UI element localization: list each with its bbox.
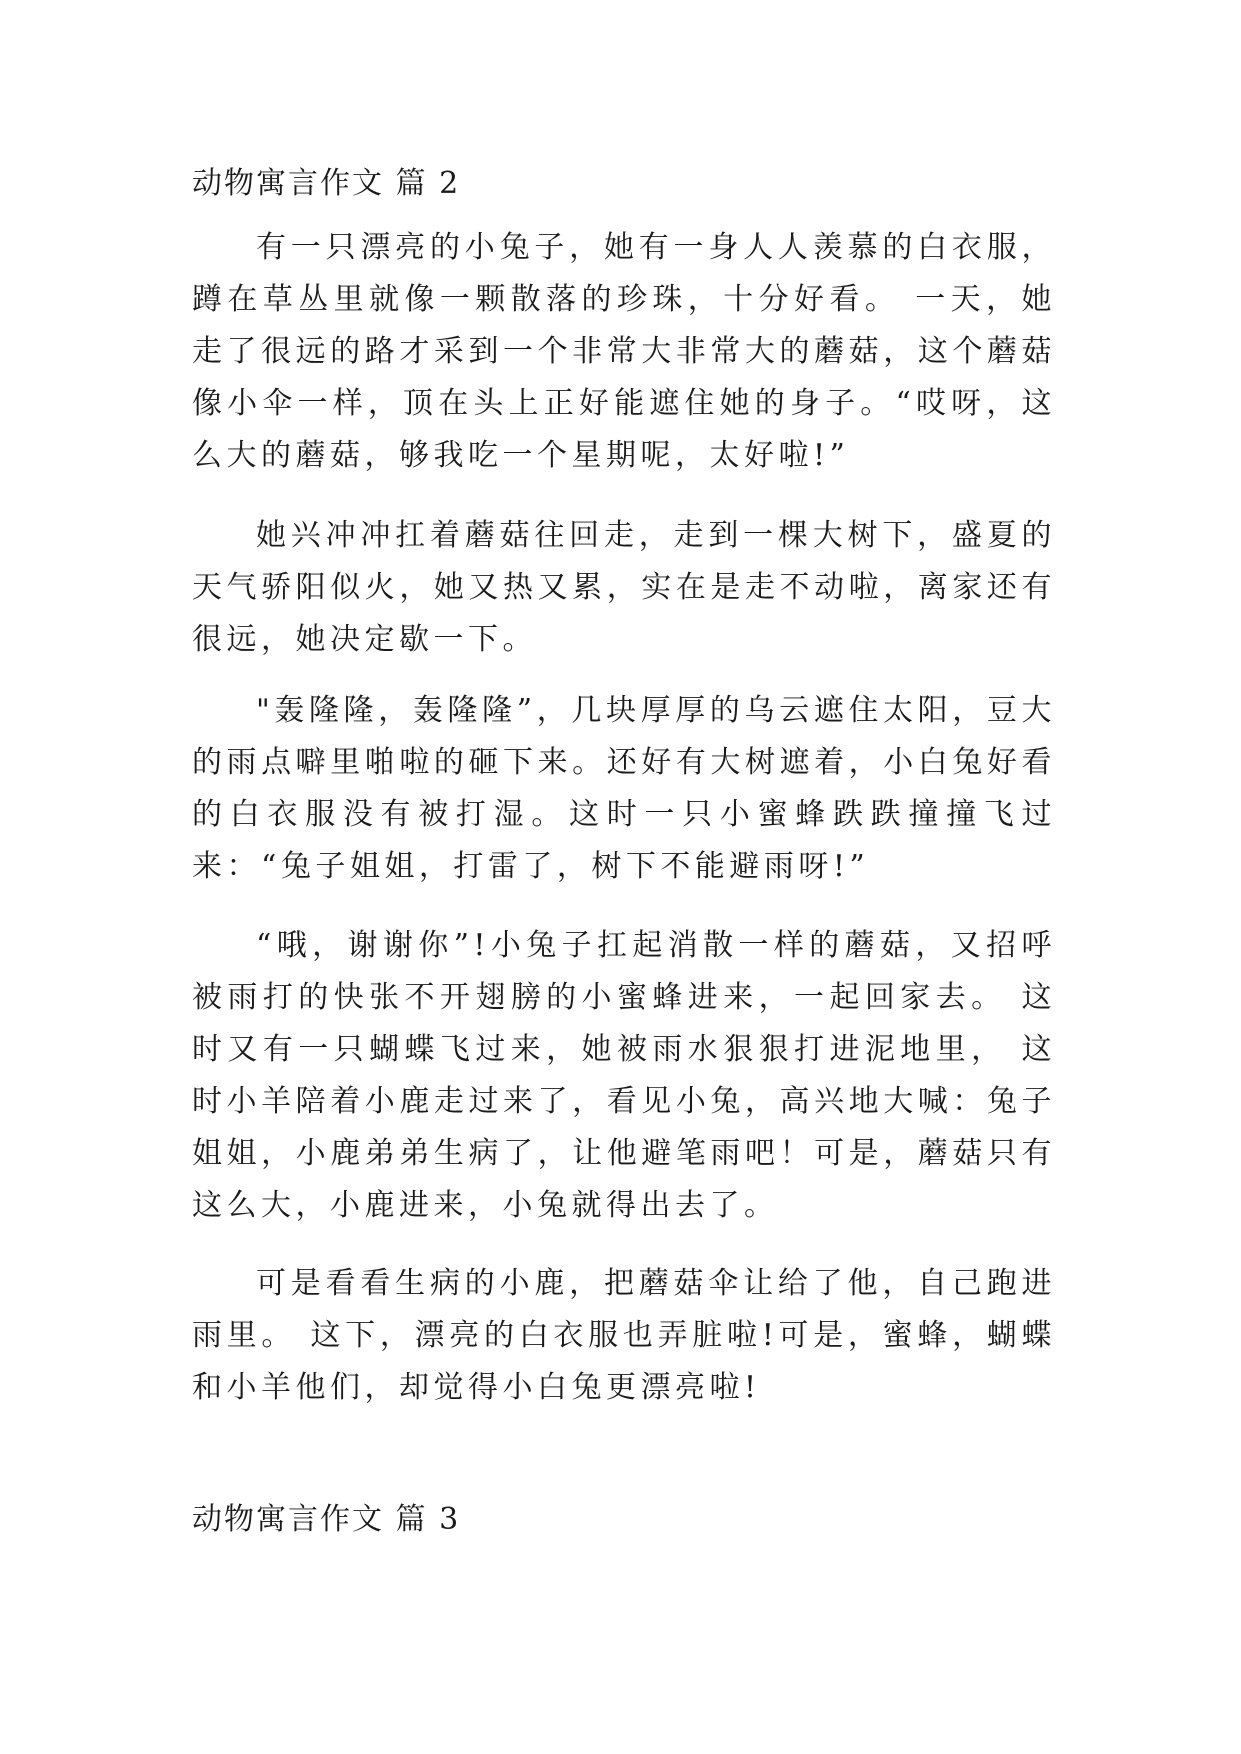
paragraph-text: 有一只漂亮的小兔子，她有一身人人羡慕的白衣服，蹲在草丛里就像一颗散落的珍珠，十分好看。 一天，她走了很远的路才采到一个非常大非常大的蘑菇，这个蘑菇像小伞一样，顶在头上正好能遮住她的身子。“哎呀，这么大的蘑菇，够我吃一个星期呢，太好啦!” xyxy=(192,230,1056,473)
paragraph-3 xyxy=(192,685,1056,893)
paragraph-text: 她兴冲冲扛着蘑菇往回走，走到一棵大树下，盛夏的天气骄阳似火，她又热又累，实在是走不动啦，离家还有很远，她决定歇一下。 xyxy=(192,518,1056,657)
paragraph-2 xyxy=(192,510,1056,666)
paragraph-text: “哦，谢谢你”!小兔子扛起消散一样的蘑菇，又招呼被雨打的快张不开翅膀的小蜜蜂进来，一起回家去。 这时又有一只蝴蝶飞过来，她被雨水狠狠打进泥地里， 这时小羊陪着小鹿走过来了，看见小兔，高兴地大喊：兔子姐姐，小鹿弟弟生病了，让他避笔雨吧！可是，蘑菇只有这么大，小鹿进来，小兔就得出去了。 xyxy=(192,928,1056,1223)
section-heading: 动物寓言作文 篇 3 xyxy=(192,1502,461,1537)
paragraph-4 xyxy=(192,920,1056,1232)
section-heading: 动物寓言作文 篇 2 xyxy=(192,166,461,201)
paragraph-text: "轰隆隆，轰隆隆”，几块厚厚的乌云遮住太阳，豆大的雨点噼里啪啦的砸下来。还好有大树遮着，小白兔好看的白衣服没有被打湿。这时一只小蜜蜂跌跌撞撞飞过来：“兔子姐姐，打雷了，树下不能避雨呀!” xyxy=(192,693,1056,884)
paragraph-1 xyxy=(192,222,1056,482)
paragraph-text: 可是看看生病的小鹿，把蘑菇伞让给了他，自己跑进雨里。 这下，漂亮的白衣服也弄脏啦!可是，蜜蜂，蝴蝶和小羊他们，却觉得小白兔更漂亮啦! xyxy=(192,1266,1056,1405)
paragraph-5 xyxy=(192,1258,1056,1414)
